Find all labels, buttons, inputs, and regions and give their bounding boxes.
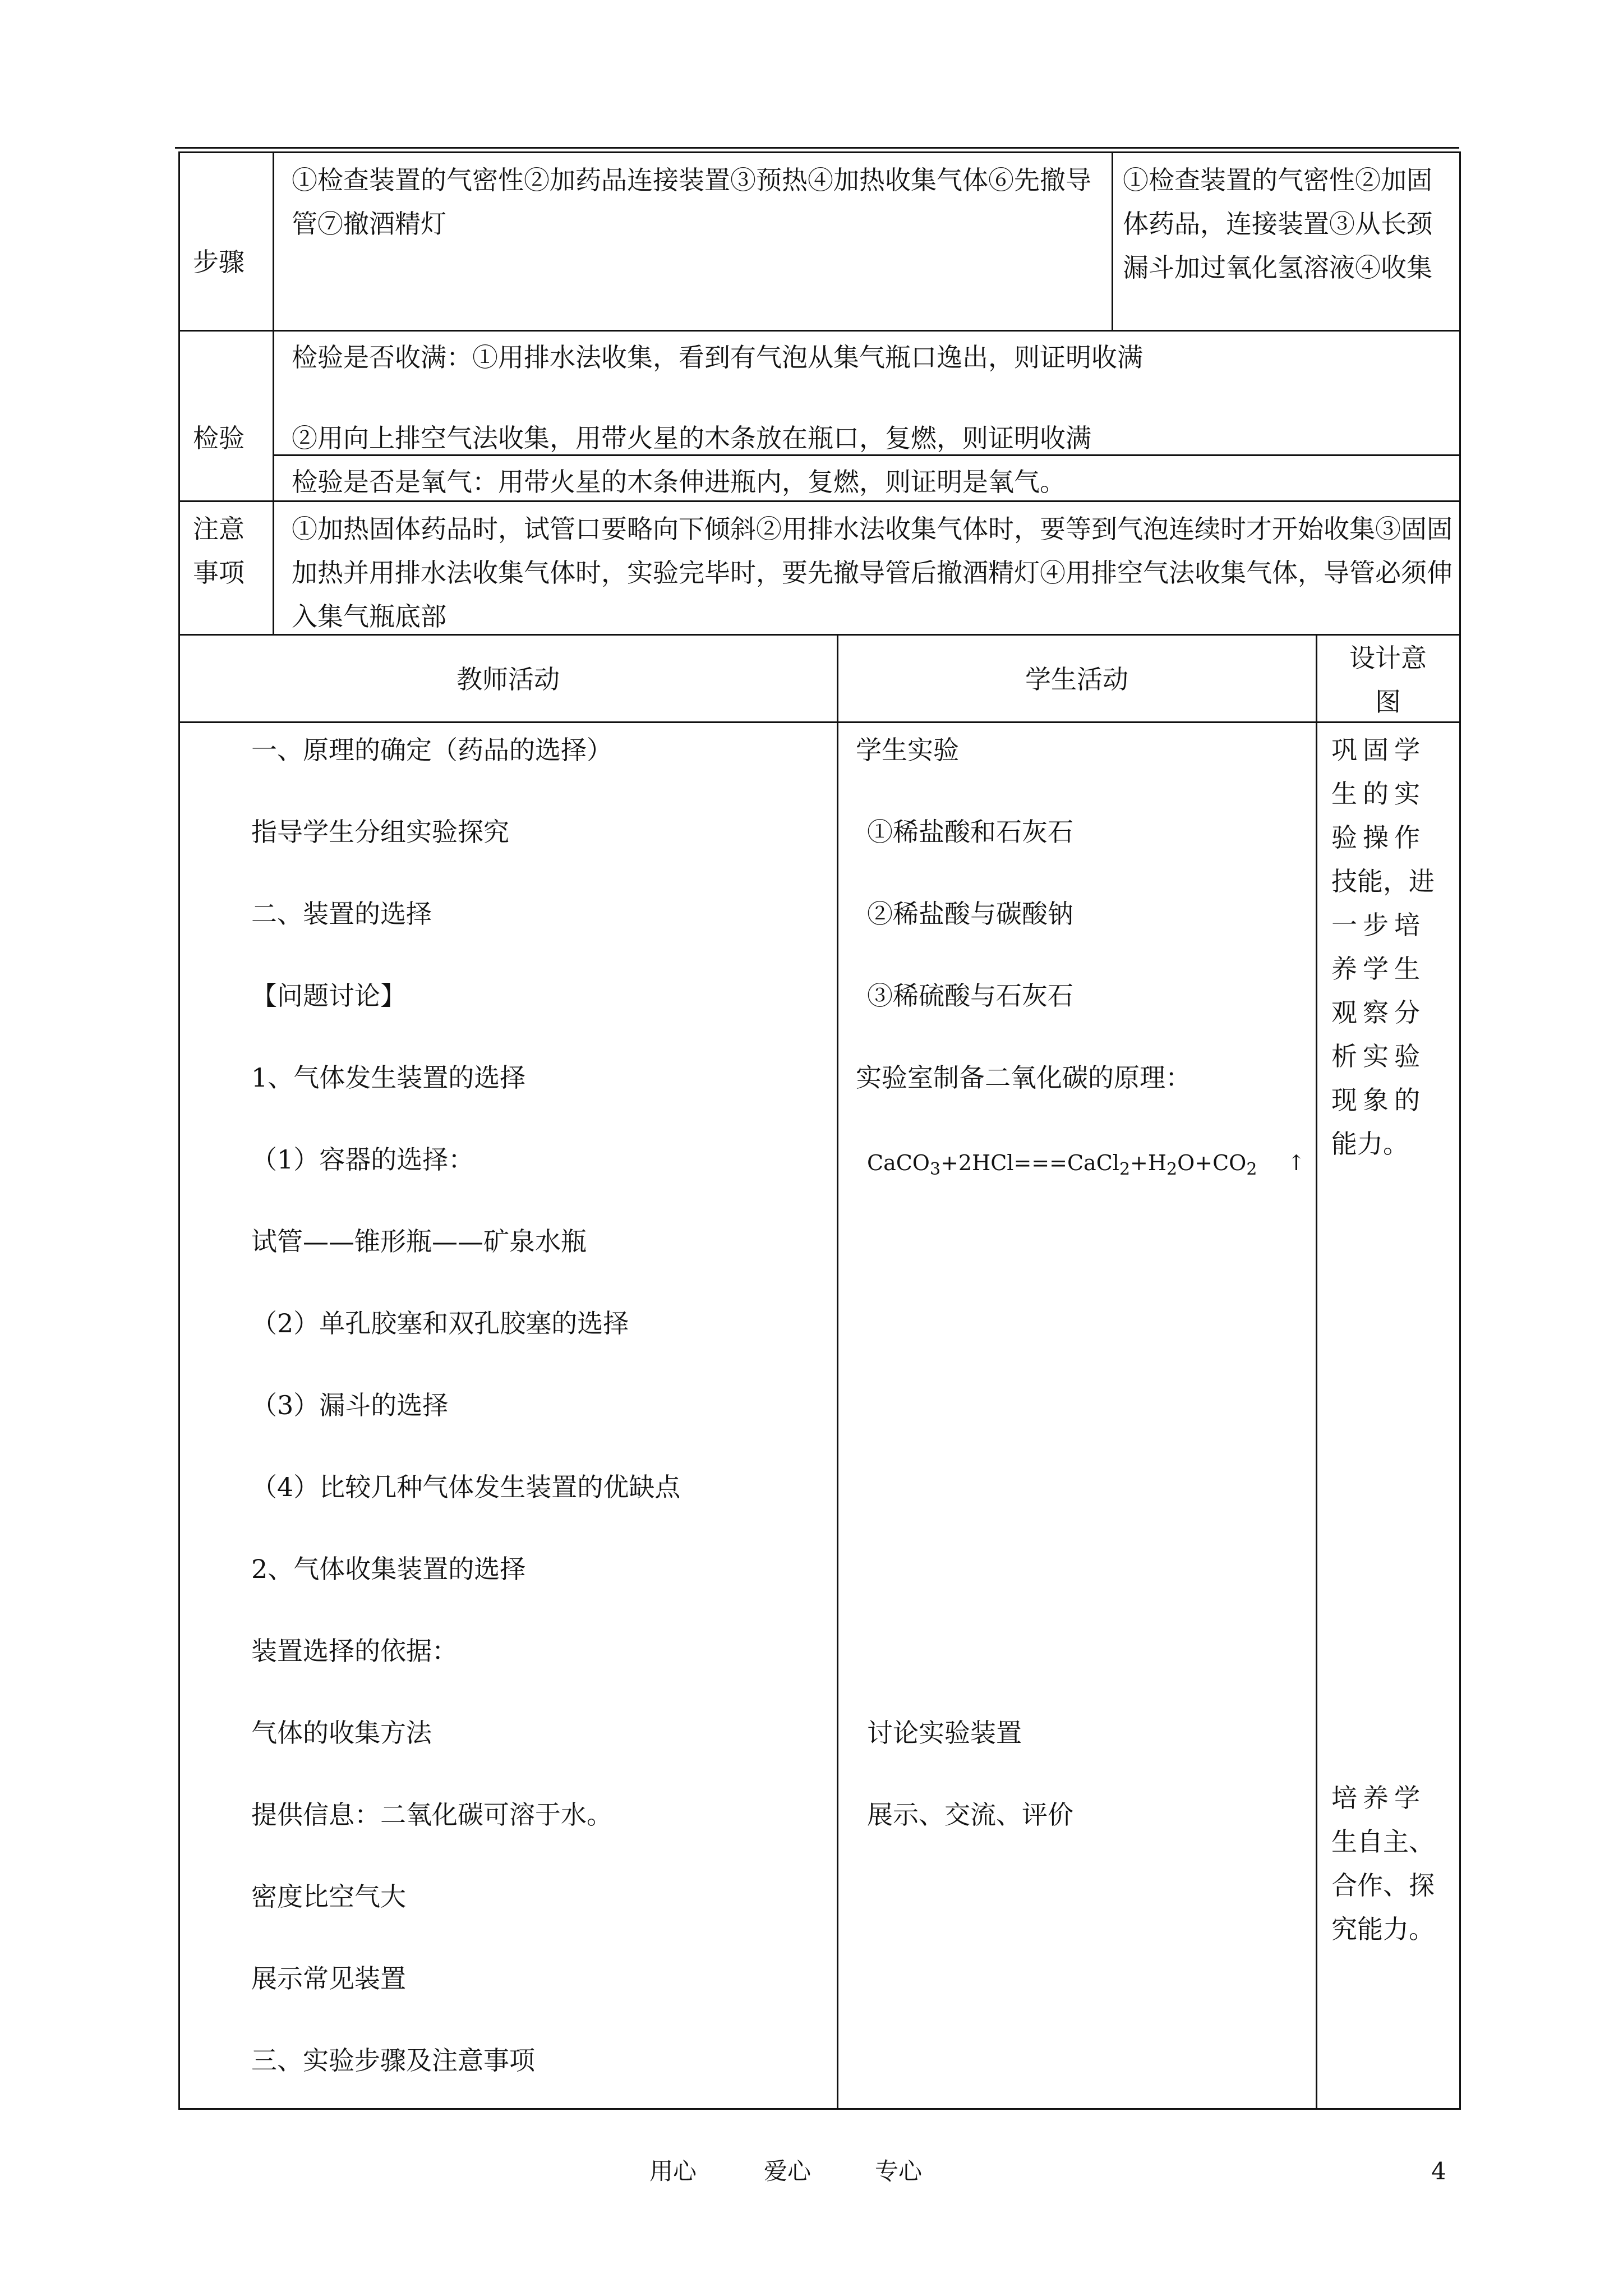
list-item: 指导学生分组实验探究 xyxy=(251,817,509,847)
list-item: 展示常见装置 xyxy=(251,1963,406,1994)
design-line: 能力。 xyxy=(1331,1129,1409,1159)
table-border-bottom xyxy=(178,2108,1460,2110)
design-line: 生自主、 xyxy=(1331,1826,1435,1857)
equation-subscript: 3 xyxy=(929,1159,941,1179)
chemical-equation xyxy=(867,1141,1305,1185)
table-border-top xyxy=(178,151,1460,153)
steps-right-text: ①检查装置的气密性②加固体药品，连接装置③从长颈漏斗加过氧化氢溶液④收集 xyxy=(1123,165,1432,283)
steps-label: 步骤 xyxy=(193,247,245,277)
design-line: 养学生 xyxy=(1331,954,1426,984)
list-item: 【问题讨论】 xyxy=(251,981,406,1011)
test-line-1: 检验是否收满：①用排水法收集，看到有气泡从集气瓶口逸出，则证明收满 xyxy=(292,342,1143,372)
list-item: 气体的收集方法 xyxy=(251,1718,432,1748)
label-column-divider xyxy=(273,151,274,635)
footer-slogan-2: 爱心 xyxy=(764,2157,811,2185)
activity-border-left xyxy=(178,634,180,2110)
list-item: 二、装置的选择 xyxy=(251,899,432,929)
equation-subscript: 2 xyxy=(1166,1159,1178,1179)
design-line: 技能，进 xyxy=(1331,866,1435,896)
student-experiment: 学生实验 xyxy=(856,735,959,765)
design-intent-header-2: 图 xyxy=(1375,687,1401,717)
discuss-apparatus: 讨论实验装置 xyxy=(867,1718,1022,1748)
list-item: 一、原理的确定（药品的选择） xyxy=(251,735,612,765)
equation-subscript: 2 xyxy=(1246,1159,1257,1179)
footer-slogan-3: 专心 xyxy=(875,2157,923,2185)
page-number: 4 xyxy=(1431,2157,1446,2185)
list-item: 密度比空气大 xyxy=(251,1881,406,1912)
equation-part: CaCO xyxy=(867,1151,930,1175)
row-divider-steps xyxy=(178,330,1460,332)
teacher-student-divider xyxy=(837,634,838,2110)
design-line: 析实验 xyxy=(1331,1041,1426,1071)
equation-part: O+CO xyxy=(1177,1151,1247,1175)
equation-part: +2HCl===CaCl xyxy=(940,1151,1119,1175)
list-item: 装置选择的依据： xyxy=(251,1636,458,1666)
co2-principle-label: 实验室制备二氧化碳的原理： xyxy=(856,1062,1191,1093)
test-line-2: ②用向上排空气法收集，用带火星的木条放在瓶口，复燃，则证明收满 xyxy=(292,423,1091,453)
design-line: 合作、探 xyxy=(1331,1870,1435,1901)
present-exchange-evaluate: 展示、交流、评价 xyxy=(867,1800,1073,1830)
footer-slogan-1: 用心 xyxy=(649,2157,697,2185)
notes-text: ①加热固体药品时，试管口要略向下倾斜②用排水法收集气体时，要等到气泡连续时才开始收集③固固加热并用排水法收集气体时，实验完毕时，要先撤导管后撤酒精灯④用排空气法收集气体，导管必须伸入集气瓶底部 xyxy=(292,514,1453,632)
design-line: 究能力。 xyxy=(1331,1914,1435,1944)
list-item: （3）漏斗的选择 xyxy=(251,1390,449,1420)
header-rule xyxy=(175,147,1459,149)
list-item: （1）容器的选择： xyxy=(251,1144,474,1175)
design-intent-header-1: 设计意 xyxy=(1349,643,1427,673)
notes-label-1: 注意 xyxy=(193,514,245,544)
test-line-3: 检验是否是氧气：用带火星的木条伸进瓶内，复燃，则证明是氧气。 xyxy=(292,467,1066,497)
table-border-left xyxy=(178,151,180,635)
list-item: 试管——锥形瓶——矿泉水瓶 xyxy=(251,1226,587,1257)
design-line: 现象的 xyxy=(1331,1085,1426,1115)
design-line: 生的实 xyxy=(1331,779,1426,809)
list-item: 1、气体发生装置的选择 xyxy=(251,1062,526,1093)
design-line: 验操作 xyxy=(1331,822,1426,853)
student-design-divider xyxy=(1316,634,1317,2110)
steps-left-text: ①检查装置的气密性②加药品连接装置③预热④加热收集气体⑥先撤导管⑦撤酒精灯 xyxy=(292,165,1091,239)
list-item: ①稀盐酸和石灰石 xyxy=(867,817,1073,847)
design-line: 巩固学 xyxy=(1331,735,1426,765)
equation-subscript: 2 xyxy=(1119,1159,1131,1179)
list-item: ②稀盐酸与碳酸钠 xyxy=(867,899,1073,929)
design-line: 一步培 xyxy=(1331,910,1426,940)
activity-header-divider xyxy=(178,721,1460,723)
equation-part: +H xyxy=(1130,1151,1167,1175)
steps-split-divider xyxy=(1112,151,1113,331)
notes-label-2: 事项 xyxy=(193,558,245,588)
teacher-activity-header: 教师活动 xyxy=(457,664,560,694)
list-item: （2）单孔胶塞和双孔胶塞的选择 xyxy=(251,1308,629,1338)
student-activity-header: 学生活动 xyxy=(1025,664,1128,694)
activity-border-right xyxy=(1459,634,1461,2110)
list-item: （4）比较几种气体发生装置的优缺点 xyxy=(251,1472,681,1502)
test-label: 检验 xyxy=(193,423,245,453)
list-item: 2、气体收集装置的选择 xyxy=(251,1554,526,1584)
design-line: 培养学 xyxy=(1331,1783,1426,1813)
gas-arrow: ↑ xyxy=(1287,1151,1306,1175)
table-border-right xyxy=(1459,151,1461,635)
list-item: 三、实验步骤及注意事项 xyxy=(251,2045,535,2076)
list-item: ③稀硫酸与石灰石 xyxy=(867,981,1073,1011)
design-line: 观察分 xyxy=(1331,997,1426,1028)
list-item: 提供信息：二氧化碳可溶于水。 xyxy=(251,1800,612,1830)
